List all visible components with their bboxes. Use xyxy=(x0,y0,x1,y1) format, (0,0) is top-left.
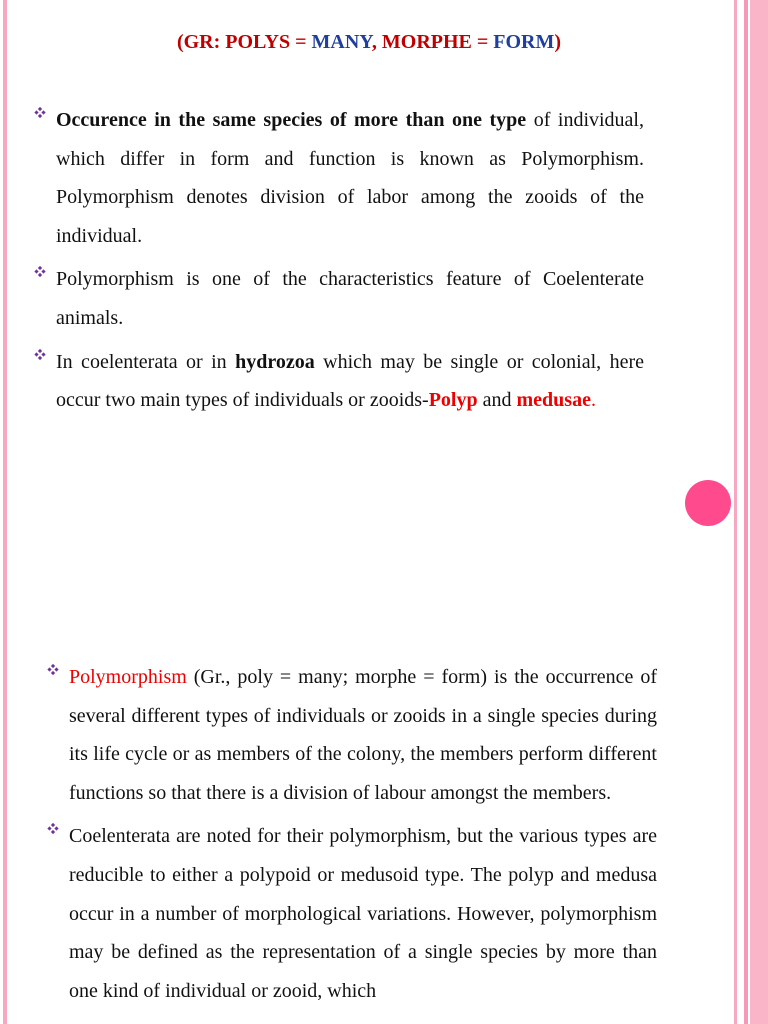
diamond-bullet-icon xyxy=(33,101,47,125)
list-item xyxy=(69,817,657,1010)
list-item xyxy=(56,343,644,420)
right-border-band xyxy=(750,0,768,1024)
title-form: FORM xyxy=(493,31,555,53)
title-comma: , xyxy=(371,31,382,53)
list-item xyxy=(56,101,644,255)
title-many: MANY xyxy=(311,31,372,53)
bold-phrase: Occurence in the same species of more than one type xyxy=(56,109,527,131)
diamond-bullet-icon xyxy=(33,260,47,284)
highlight-medusae: medusae xyxy=(516,389,591,412)
bullet-text: (Gr., poly = many; morphe = form) is the occurrence of several different types of individuals or zooids in a single species during its life cycle or as members of the colony, the members perform different functions so that there is a division of labour amongst the members. xyxy=(69,666,657,804)
bullet-list-definition xyxy=(56,101,644,425)
right-border-thin-stripe xyxy=(734,0,737,1024)
bullet-text: of individual, which differ in form and function is known as Polymorphism. Polymorphism denotes division of labor among the zooids of the individual. xyxy=(56,109,644,247)
list-item xyxy=(69,658,657,812)
bullet-text: which may be single or colonial, here occur two main types of individuals or zooids- xyxy=(56,350,644,412)
period: . xyxy=(590,389,596,412)
bullet-text: Polymorphism is one of the characteristics feature of Coelenterate animals. xyxy=(56,268,644,329)
title-close-paren: ) xyxy=(554,31,562,53)
diamond-bullet-icon xyxy=(46,817,60,841)
title-morphe: MORPHE = xyxy=(381,31,494,53)
diamond-bullet-icon xyxy=(33,343,47,367)
diamond-bullet-icon xyxy=(46,658,60,682)
bullet-text: In coelenterata or in xyxy=(56,350,236,373)
slide-title xyxy=(0,31,738,54)
left-border-stripe xyxy=(3,0,7,1024)
title-gr-polys: GR: POLYS = xyxy=(183,31,312,53)
bullet-text: and xyxy=(477,389,517,412)
highlight-polymorphism: Polymorphism xyxy=(69,666,187,688)
bullet-text: Coelenterata are noted for their polymorphism, but the various types are reducible to either a polypoid or medusoid type. The polyp and medusa occur in a number of morphological variations. However, polymorphism may be defined as the representation of a single species by more than one kind of individual or zooid, which xyxy=(69,825,657,1002)
highlight-polyp: Polyp xyxy=(428,389,478,412)
title-open-paren: ( xyxy=(176,31,184,53)
pink-circle-decoration xyxy=(685,480,731,526)
right-border-stripe xyxy=(744,0,748,1024)
list-item xyxy=(56,260,644,337)
bullet-list-details xyxy=(69,658,657,1015)
bold-hydrozoa: hydrozoa xyxy=(235,350,315,373)
